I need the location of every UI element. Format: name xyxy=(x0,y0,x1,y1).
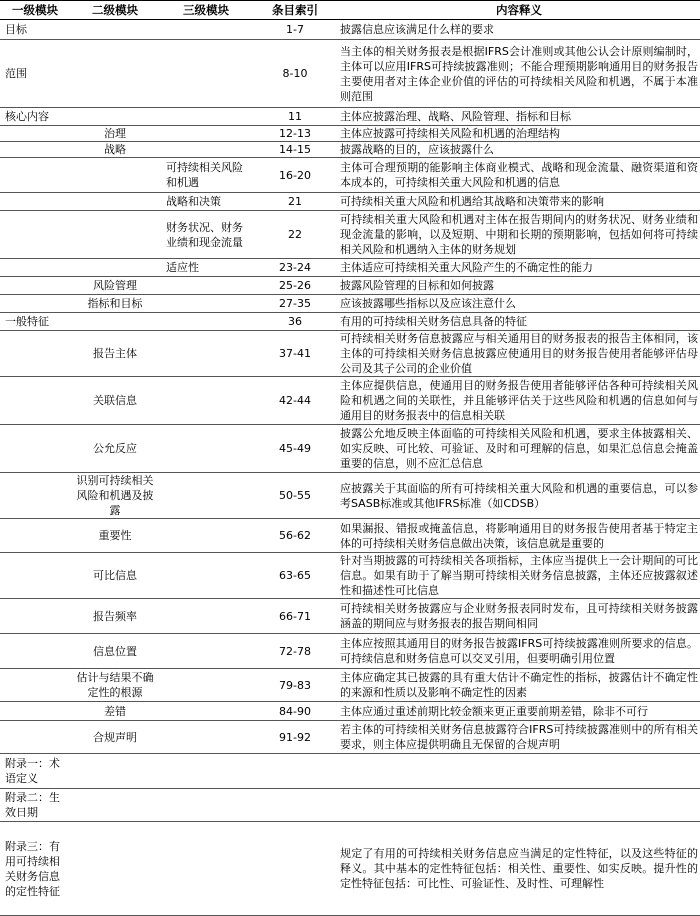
index-cell xyxy=(252,822,338,916)
level2-cell xyxy=(70,40,160,108)
header-row xyxy=(0,1,700,20)
level2-cell: 指标和目标 xyxy=(70,295,160,313)
level1-cell xyxy=(0,377,70,425)
description-cell: 主体应提供信息，使通用目的财务报告使用者能够评估各种可持续相关风险和机遇之间的关联性，并且能够评估关于这些风险和机遇的信息如何与通用目的财务报表中的信息相关联 xyxy=(338,377,700,425)
header-level3: 三级模块 xyxy=(160,1,252,20)
index-cell: 79-83 xyxy=(252,669,338,702)
level3-cell xyxy=(160,754,252,789)
level1-cell: 目标 xyxy=(0,20,70,40)
table-row xyxy=(0,669,700,702)
description-cell xyxy=(338,789,700,822)
level2-cell: 报告主体 xyxy=(70,331,160,377)
index-cell: 56-62 xyxy=(252,519,338,553)
description-cell: 披露战略的目的，应该披露什么 xyxy=(338,142,700,158)
table-row xyxy=(0,142,700,158)
level2-cell: 可比信息 xyxy=(70,553,160,599)
index-cell: 50-55 xyxy=(252,473,338,519)
table-row xyxy=(0,313,700,331)
table-row xyxy=(0,40,700,108)
description-cell: 针对当期披露的可持续相关各项指标，主体应当提供上一会计期间的可比信息。如果有助于了解当期可持续相关财务信息披露，主体还应披露叙述性和描述性可比信息 xyxy=(340,554,698,597)
description-cell: 可持续相关重大风险和机遇给其战略和决策带来的影响 xyxy=(338,193,700,211)
table-row xyxy=(0,331,700,377)
level1-cell: 附录二：生效日期 xyxy=(0,789,70,822)
table-row xyxy=(0,789,700,822)
level1-cell xyxy=(0,721,70,754)
table-body xyxy=(0,20,700,916)
description-cell: 应该披露哪些指标以及应该注意什么 xyxy=(338,295,700,313)
table-row xyxy=(0,634,700,669)
index-cell: 11 xyxy=(252,108,338,126)
level3-cell xyxy=(160,822,252,916)
level3-cell xyxy=(160,331,252,377)
level1-cell xyxy=(0,193,70,211)
level1-cell xyxy=(0,211,70,259)
level2-cell: 估计与结果不确定性的根源 xyxy=(70,669,160,702)
level3-cell xyxy=(160,519,252,553)
table-row xyxy=(0,721,700,754)
level3-cell xyxy=(160,473,252,519)
level2-cell: 风险管理 xyxy=(70,277,160,295)
level3-cell: 战略和决策 xyxy=(160,193,252,211)
level3-cell xyxy=(160,702,252,721)
level1-cell: 范围 xyxy=(0,40,70,108)
index-cell: 8-10 xyxy=(252,40,338,108)
level3-cell xyxy=(160,295,252,313)
index-cell: 25-26 xyxy=(252,277,338,295)
table-row xyxy=(0,259,700,277)
index-cell: 21 xyxy=(252,193,338,211)
header-level1: 一级模块 xyxy=(0,1,70,20)
index-cell xyxy=(252,754,338,789)
level3-cell xyxy=(160,599,252,634)
level3-cell xyxy=(160,20,252,40)
level2-cell: 信息位置 xyxy=(70,634,160,669)
index-cell: 66-71 xyxy=(252,599,338,634)
level3-cell xyxy=(160,634,252,669)
level2-cell: 报告频率 xyxy=(70,599,160,634)
index-cell: 23-24 xyxy=(252,259,338,277)
level1-cell xyxy=(0,331,70,377)
level2-cell xyxy=(70,754,160,789)
table-row xyxy=(0,277,700,295)
level2-cell xyxy=(70,193,160,211)
table-row xyxy=(0,702,700,721)
level1-cell xyxy=(0,634,70,669)
index-cell: 22 xyxy=(252,211,338,259)
level2-cell: 识别可持续相关风险和机遇及披露 xyxy=(70,473,160,519)
level3-cell: 可持续相关风险和机遇 xyxy=(160,158,252,193)
index-cell: 1-7 xyxy=(252,20,338,40)
level1-cell: 核心内容 xyxy=(0,108,70,126)
index-cell: 37-41 xyxy=(252,331,338,377)
level2-cell: 差错 xyxy=(70,702,160,721)
level1-cell xyxy=(0,425,70,473)
level3-cell xyxy=(160,377,252,425)
index-cell: 14-15 xyxy=(252,142,338,158)
description-cell: 若主体的可持续相关财务信息披露符合IFRS可持续披露准则中的所有相关要求，则主体应提供明确且无保留的合规声明 xyxy=(338,721,700,754)
description-cell: 披露公允地反映主体面临的可持续相关风险和机遇，要求主体披露相关、如实反映、可比较、可验证、及时和可理解的信息，如果汇总信息会掩盖重要的信息，则不应汇总信息 xyxy=(338,425,700,473)
index-cell: 63-65 xyxy=(252,553,338,599)
description-cell: 披露风险管理的目标和如何披露 xyxy=(338,277,700,295)
table-row xyxy=(0,519,700,553)
table-row xyxy=(0,108,700,126)
level2-cell: 治理 xyxy=(70,126,160,142)
description-cell: 披露信息应该满足什么样的要求 xyxy=(338,20,700,40)
level2-cell xyxy=(70,313,160,331)
level3-cell xyxy=(160,126,252,142)
level2-cell: 战略 xyxy=(70,142,160,158)
level1-cell xyxy=(0,669,70,702)
level3-cell xyxy=(160,142,252,158)
header-level2: 二级模块 xyxy=(70,1,160,20)
index-cell: 45-49 xyxy=(252,425,338,473)
table-row xyxy=(0,193,700,211)
table-row xyxy=(0,295,700,313)
table-row xyxy=(0,158,700,193)
level2-cell xyxy=(70,789,160,822)
level3-cell xyxy=(160,40,252,108)
level1-cell xyxy=(0,142,70,158)
level1-cell xyxy=(0,158,70,193)
table-row xyxy=(0,553,700,599)
table-row xyxy=(0,599,700,634)
level2-cell xyxy=(70,259,160,277)
table-row xyxy=(0,377,700,425)
index-cell: 91-92 xyxy=(252,721,338,754)
description-cell: 主体应披露可持续相关风险和机遇的治理结构 xyxy=(338,126,700,142)
description-cell: 可持续相关重大风险和机遇对主体在报告期间内的财务状况、财务业绩和现金流量的影响，以及短期、中期和长期的预期影响，包括如何将可持续相关风险和机遇纳入主体的财务规划 xyxy=(338,211,700,259)
level1-cell: 附录三：有用可持续相关财务信息的定性特征 xyxy=(0,822,70,916)
level2-cell xyxy=(70,211,160,259)
level1-cell: 附录一：术语定义 xyxy=(0,754,70,789)
level3-cell xyxy=(160,425,252,473)
level3-cell xyxy=(160,277,252,295)
index-cell: 42-44 xyxy=(252,377,338,425)
description-cell: 主体适应可持续相关重大风险产生的不确定性的能力 xyxy=(338,259,700,277)
description-cell: 如果漏报、错报或掩盖信息，将影响通用目的财务报告使用者基于特定主体的可持续相关财务信息做出决策，该信息就是重要的 xyxy=(338,519,700,553)
description-cell: 有用的可持续相关财务信息具备的特征 xyxy=(338,313,700,331)
description-cell: 当主体的相关财务报表是根据IFRS会计准则或其他公认会计原则编制时，主体可以应用IFRS可持续披露准则；不能合理预期影响通用目的财务报告主要使用者对主体企业价值的评估的可持续相关风险和机遇，不属于本准则范围 xyxy=(338,40,700,108)
table-row xyxy=(0,425,700,473)
level3-cell xyxy=(160,108,252,126)
table-row xyxy=(0,822,700,916)
level2-cell: 重要性 xyxy=(70,519,160,553)
table-row xyxy=(0,126,700,142)
table-row xyxy=(0,211,700,259)
description-cell: 主体应按照其通用目的财务报告披露IFRS可持续披露准则所要求的信息。可持续信息和财务信息可以交叉引用，但要明确引用位置 xyxy=(338,634,700,669)
level1-cell xyxy=(0,277,70,295)
level1-cell xyxy=(0,702,70,721)
description-cell: 可持续相关财务信息披露应与相关通用目的财务报表的报告主体相同，该主体的可持续相关财务信息披露应使通用目的财务报告使用者能够评估母公司及其子公司的企业价值 xyxy=(340,332,698,375)
level1-cell xyxy=(0,599,70,634)
description-cell: 主体可合理预期的能影响主体商业模式、战略和现金流量、融资渠道和资本成本的，可持续相关重大风险和机遇的信息 xyxy=(338,158,700,193)
level1-cell xyxy=(0,295,70,313)
description-cell: 应披露关于其面临的所有可持续相关重大风险和机遇的重要信息，可以参考SASB标准或其他IFRS标准（如CDSB） xyxy=(338,473,700,519)
index-cell: 36 xyxy=(252,313,338,331)
level2-cell xyxy=(70,20,160,40)
index-cell: 27-35 xyxy=(252,295,338,313)
index-cell: 12-13 xyxy=(252,126,338,142)
description-cell: 主体应确定其已披露的具有重大估计不确定性的指标，披露估计不确定性的来源和性质以及影响不确定性的因素 xyxy=(338,669,700,702)
level3-cell xyxy=(160,553,252,599)
level2-cell: 合规声明 xyxy=(70,721,160,754)
index-cell: 84-90 xyxy=(252,702,338,721)
level2-cell: 公允反应 xyxy=(70,425,160,473)
table-row xyxy=(0,20,700,40)
level1-cell: 一般特征 xyxy=(0,313,70,331)
level1-cell xyxy=(0,259,70,277)
level1-cell xyxy=(0,519,70,553)
description-cell: 规定了有用的可持续相关财务信息应当满足的定性特征，以及这些特征的释义。其中基本的定性特征包括：相关性、重要性、如实反映。提升性的定性特征包括：可比性、可验证性、及时性、可理解性 xyxy=(338,822,700,916)
header-description: 内容释义 xyxy=(338,1,700,20)
table-row xyxy=(0,473,700,519)
index-cell: 72-78 xyxy=(252,634,338,669)
index-cell: 16-20 xyxy=(252,158,338,193)
level2-cell xyxy=(70,108,160,126)
level1-cell xyxy=(0,126,70,142)
description-cell: 主体应披露治理、战略、风险管理、指标和目标 xyxy=(338,108,700,126)
table-row xyxy=(0,754,700,789)
description-cell: 主体应通过重述前期比较金额来更正重要前期差错，除非不可行 xyxy=(338,702,700,721)
level3-cell xyxy=(160,669,252,702)
level1-cell xyxy=(0,473,70,519)
level2-cell xyxy=(70,822,160,916)
level2-cell xyxy=(70,158,160,193)
index-cell xyxy=(252,789,338,822)
level3-cell xyxy=(160,789,252,822)
level3-cell xyxy=(160,313,252,331)
level2-cell: 关联信息 xyxy=(70,377,160,425)
level3-cell: 适应性 xyxy=(160,259,252,277)
level3-cell: 财务状况、财务业绩和现金流量 xyxy=(160,211,252,259)
level3-cell xyxy=(160,721,252,754)
description-cell: 可持续相关财务披露应与企业财务报表同时发布，且可持续相关财务披露涵盖的期间应与财务报表的报告期间相同 xyxy=(338,599,700,634)
description-cell xyxy=(338,754,700,789)
header-index: 条目索引 xyxy=(252,1,338,20)
level1-cell xyxy=(0,553,70,599)
